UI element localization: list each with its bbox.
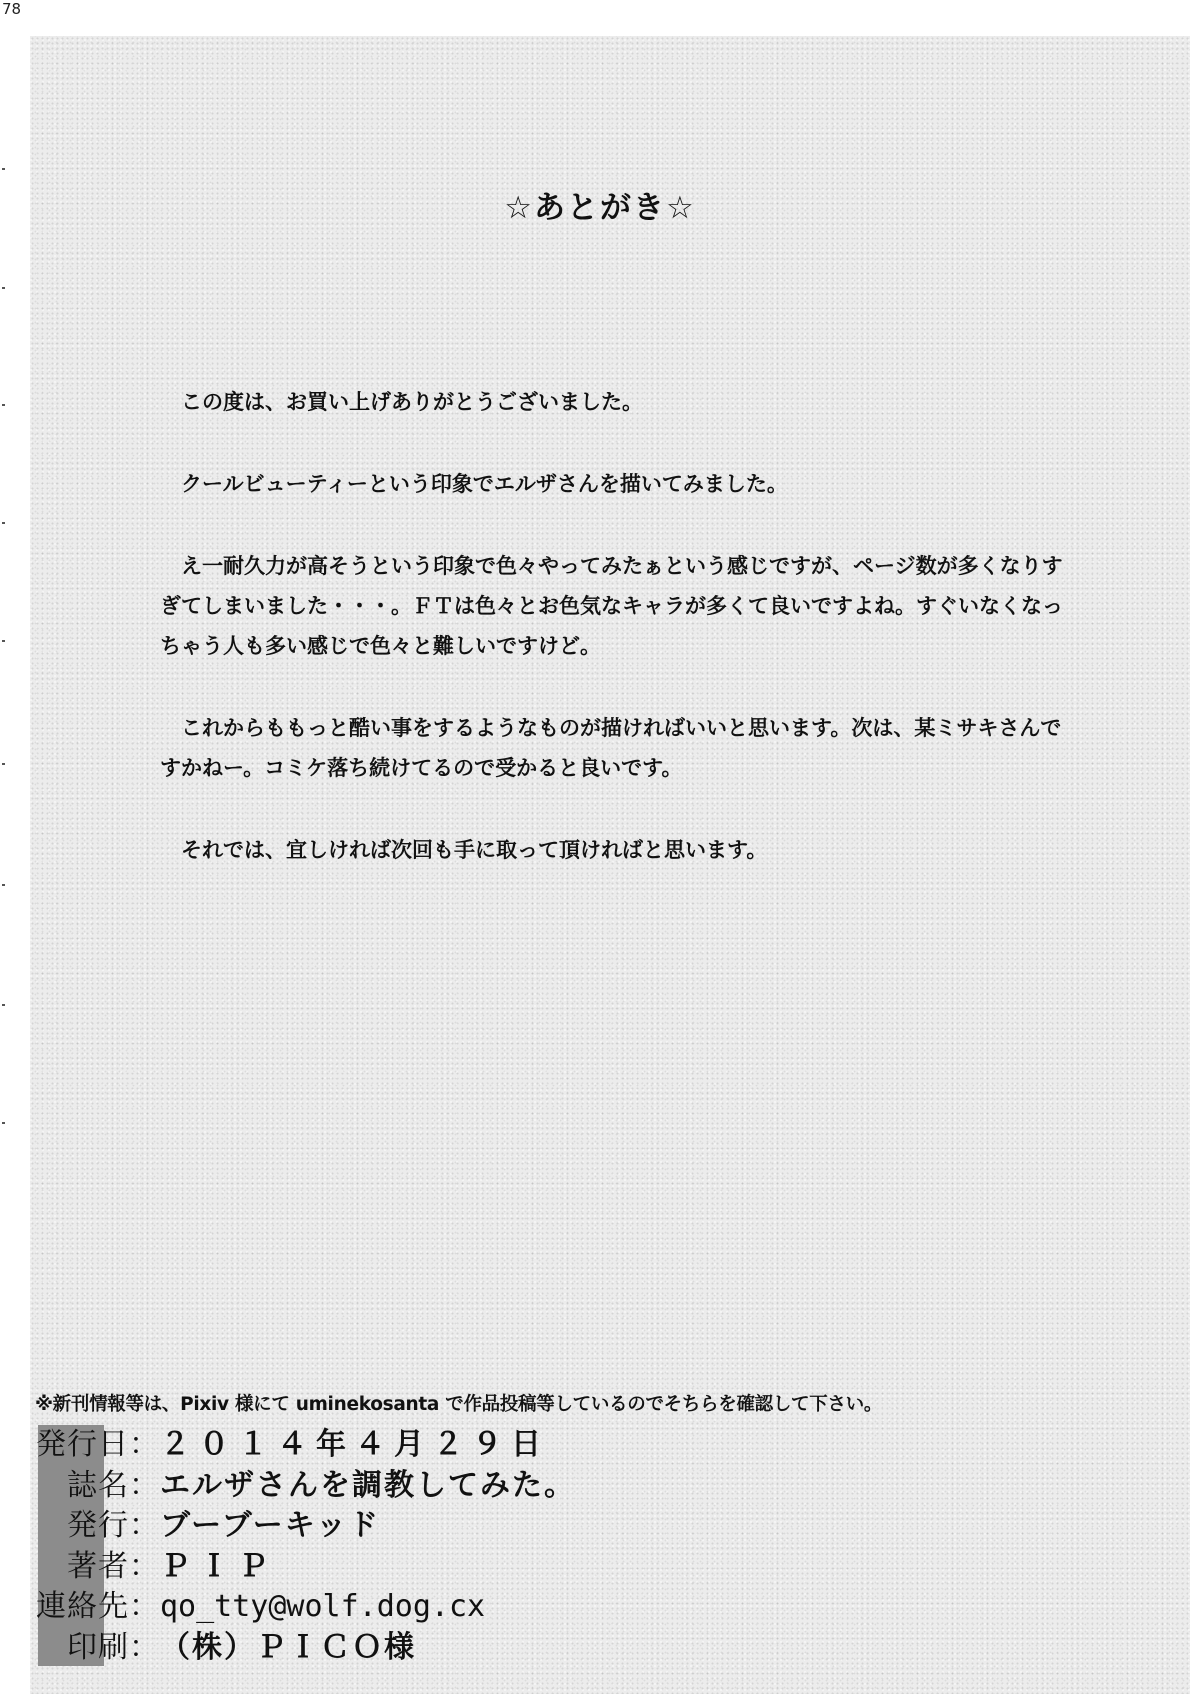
colophon-label: 連絡先： [36, 1589, 160, 1624]
afterword-paragraph: この度は、お買い上げありがとうございました。 [181, 390, 643, 414]
afterword-body [160, 382, 1082, 912]
colophon-label: 著者： [67, 1548, 160, 1584]
colophon-value: ブーブーキッド [160, 1508, 381, 1543]
colophon-value: qo_tty@wolf.dog.cx [160, 1589, 486, 1624]
colophon-row-issue-date [0, 1425, 700, 1466]
afterword-title: ☆あとがき☆ [504, 190, 696, 226]
colophon-label: 発行： [67, 1508, 160, 1543]
colophon-value: ＰＩＰ [160, 1548, 277, 1584]
colophon-value: ２０１４年４月２９日 [160, 1427, 550, 1462]
colophon-row-printer [0, 1628, 700, 1669]
colophon-row-contact [0, 1587, 700, 1628]
colophon-label: 誌名： [67, 1467, 160, 1503]
new-release-note: ※新刊情報等は、Pixiv 様にて uminekosanta で作品投稿等しているのでそちらを確認して下さい。 [35, 1394, 883, 1415]
colophon-row-publisher [0, 1506, 700, 1547]
colophon-row-author [0, 1547, 700, 1588]
page-number: 78 [2, 0, 22, 18]
colophon-value: エルザさんを調教してみた。 [160, 1467, 576, 1503]
colophon-value: （株）ＰＩＣＯ様 [160, 1629, 416, 1665]
colophon-label: 発行日： [36, 1427, 160, 1462]
afterword-paragraph: クールビューティーという印象でエルザさんを描いてみました。 [181, 472, 788, 496]
afterword-paragraph: これからももっと酷い事をするようなものが描ければいいと思います。次は、某ミサキさんですかねー。コミケ落ち続けてるので受かると良いです。 [160, 716, 1062, 780]
colophon [0, 1425, 700, 1668]
colophon-row-title [0, 1466, 700, 1507]
afterword-paragraph: それでは、宜しければ次回も手に取って頂ければと思います。 [181, 838, 768, 862]
afterword-paragraph: え一耐久力が高そうという印象で色々やってみたぁという感じですが、ページ数が多くなりすぎてしまいました・・・。ＦＴは色々とお色気なキャラが多くて良いですよね。すぐいなくなっちゃう人も多い感じで色々と難しいですけど。 [160, 554, 1063, 658]
colophon-label: 印刷： [67, 1629, 160, 1665]
